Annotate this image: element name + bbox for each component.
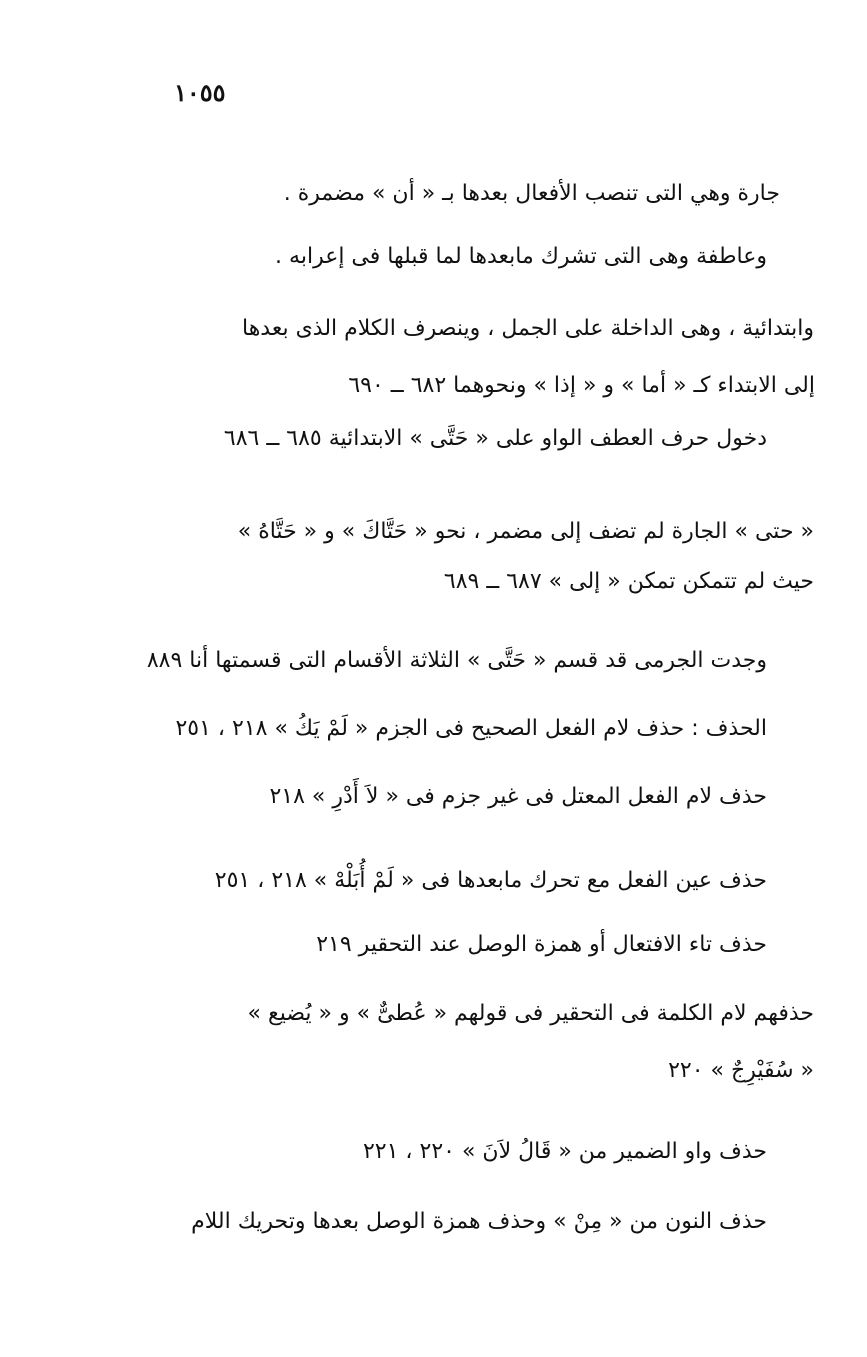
text-line: حذف لام الفعل المعتل فى غير جزم فى « لاَ أَدْرِ » ٢١٨ bbox=[269, 784, 767, 809]
text-line: حيث لم تتمكن تمكن « إلى » ٦٨٧ ــ ٦٨٩ bbox=[443, 569, 814, 594]
text-line: دخول حرف العطف الواو على « حَتَّى » الابتدائية ٦٨٥ ــ ٦٨٦ bbox=[223, 426, 767, 451]
text-line: حذف واو الضمير من « قَالُ لاَنَ » ٢٢٠ ، ٢٢١ bbox=[362, 1139, 767, 1164]
text-line: إلى الابتداء كـ « أما » و « إذا » ونحوهما ٦٨٢ ــ ٦٩٠ bbox=[348, 373, 815, 398]
text-line: الحذف : حذف لام الفعل الصحيح فى الجزم « لَمْ يَكُ » ٢١٨ ، ٢٥١ bbox=[175, 716, 767, 741]
text-line: حذف النون من « مِنْ » وحذف همزة الوصل بعدها وتحريك اللام bbox=[191, 1209, 767, 1234]
text-line: « سُفَيْرِجٌ » ٢٢٠ bbox=[668, 1058, 814, 1083]
text-line: وجدت الجرمى قد قسم « حَتَّى » الثلاثة الأقسام التى قسمتها أنا ٨٨٩ bbox=[146, 648, 767, 673]
text-line: جارة وهي التى تنصب الأفعال بعدها بـ « أن » مضمرة . bbox=[283, 181, 780, 206]
page-number: ١٠٥٥ bbox=[174, 78, 226, 107]
text-line: وابتدائية ، وهى الداخلة على الجمل ، وينصرف الكلام الذى بعدها bbox=[242, 316, 814, 341]
text-line: حذف تاء الافتعال أو همزة الوصل عند التحقير ٢١٩ bbox=[316, 932, 767, 957]
text-line: حذف عين الفعل مع تحرك مابعدها فى « لَمْ أُبَلْهْ » ٢١٨ ، ٢٥١ bbox=[214, 868, 767, 893]
text-line: حذفهم لام الكلمة فى التحقير فى قولهم « عُطىٌّ » و « يُضيع » bbox=[247, 1001, 814, 1026]
text-line: وعاطفة وهى التى تشرك مابعدها لما قبلها فى إعرابه . bbox=[275, 244, 767, 269]
text-line: « حتى » الجارة لم تضف إلى مضمر ، نحو « حَتَّاكَ » و « حَتَّاهُ » bbox=[237, 519, 814, 544]
